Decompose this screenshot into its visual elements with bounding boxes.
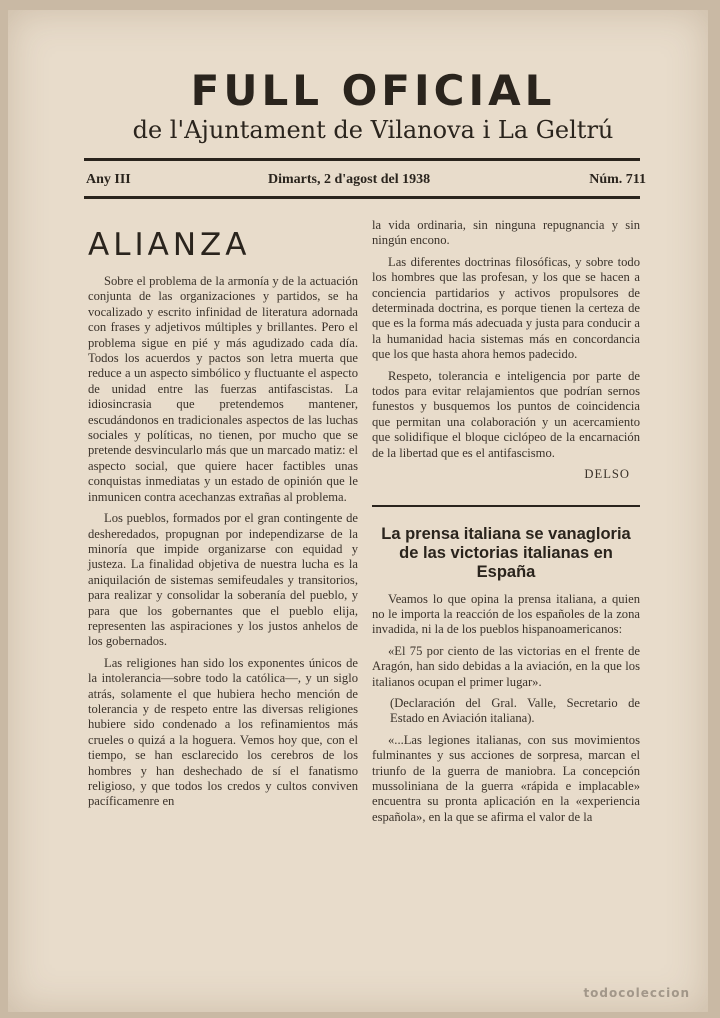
article-quote: «...Las legiones italianas, con sus movimientos fulminantes y sus acciones de sorpresa, marcan el triunfo de la guerra de maniobra. La concepción mussoliniana de la guerra «rápida e implacable» encuentra su pronta aplicación en la «experiencia española», en la que se afirma el valor de la (372, 732, 640, 824)
issue-year: Any III (86, 172, 131, 187)
newspaper-page (8, 10, 708, 1012)
masthead-rule-top (84, 158, 640, 161)
article-divider (372, 505, 640, 507)
article-title-alianza: ALIANZA (88, 227, 251, 263)
article-paragraph: Las religiones han sido los exponentes únicos de la intolerancia—sobre todo la católica—, y un siglo atrás, solamente el que hubiera hecho mención de tolerancia y de respeto entre las diversas religiones hubiere sido condenado a los refinamientos más crueles o quizá a la hoguera. Vemos hoy que, con el tiempo, se han esclarecido los cerebros de los hombres y han deshechado de sí el fanatismo religioso, y que todos los credos y cultos conviven pacíficamenre en (88, 655, 358, 809)
masthead-rule-bottom (84, 196, 640, 199)
column-left (88, 228, 358, 816)
dateline (86, 172, 646, 192)
watermark-logo: todocoleccion (583, 986, 690, 1000)
article-signature: DELSO (584, 467, 630, 482)
issue-date: Dimarts, 2 d'agost del 1938 (268, 172, 431, 187)
masthead-subtitle: de l'Ajuntament de Vilanova i La Geltrú (132, 116, 614, 144)
masthead-title: FULL OFICIAL (190, 66, 556, 115)
article-paragraph: la vida ordinaria, sin ninguna repugnancia y sin ningún encono. (372, 218, 640, 248)
article-paragraph: Respeto, tolerancia e inteligencia por parte de todos para evitar relajamientos que podrían sernos funestos y busquemos los puntos de coincidencia que permitan una colaboración y un acercamiento que solidifique el bloque ciclópeo de la encarnación de la libertad que es el antifascismo. (372, 368, 640, 460)
article-paragraph: Veamos lo que opina la prensa italiana, a quien no le importa la reacción de los españoles de la zona invadida, ni la de los pueblos hispanoamericanos: (372, 591, 640, 637)
quote-attribution: (Declaración del Gral. Valle, Secretario de Estado en Aviación italiana). (390, 695, 640, 726)
article-headline-prensa: La prensa italiana se vanagloria de las victorias italianas en España (381, 524, 631, 581)
article-paragraph: Los pueblos, formados por el gran contingente de desheredados, propugnan por independizarse de la minoría que impide organizarse con equidad y justeza. La finalidad objetiva de nuestra lucha es la aniquilación de sistemas semifeudales y transitorios, para realizar y consolidar la soberanía del pueblo, y para que los gobernantes que el pueblo elija, representen las aspiraciones y los justos anhelos de los gobernados. (88, 511, 358, 649)
column-right (372, 218, 640, 831)
article-paragraph: Sobre el problema de la armonía y de la actuación conjunta de las organizaciones y partidos, se ha vocalizado y escrito infinidad de literatura adornada con frases y adjetivos múltiples y brillantes. Pero el problema sigue en pié y más agudizado cada día. Todos los acuerdos y pactos son letra muerta que reduce a un aspecto simbólico y fluctuante el aspecto de unidad entre las fuerzas antifascistas. La idiosincrasia que pretendemos mantener, escudándonos en tradicionales aspectos de las luchas sociales y políticas, no tienen, por mucho que se pretende desvincularlo más que un marcado matiz: el aspecto social, que quiere hacer factibles unas conquistas inmediatas y un estado de opinión que le inmunicen contra acechanzas extrañas al problema. (88, 274, 358, 504)
issue-number: Núm. 711 (589, 172, 646, 187)
article-paragraph: Las diferentes doctrinas filosóficas, y sobre todo los hombres que las profesan, y los que se hacen a conciencia partidarios y activos propulsores de determinada doctrina, es porque tienen la certeza de que es la forma más adecuada y justa para conducir a la humanidad hacia sistemas más en concordancia que los que hasta ahora hemos padecido. (372, 254, 640, 362)
article-quote: «El 75 por ciento de las victorias en el frente de Aragón, han sido debidas a la aviación, en la que los italianos ocupan el primer lugar». (372, 643, 640, 689)
